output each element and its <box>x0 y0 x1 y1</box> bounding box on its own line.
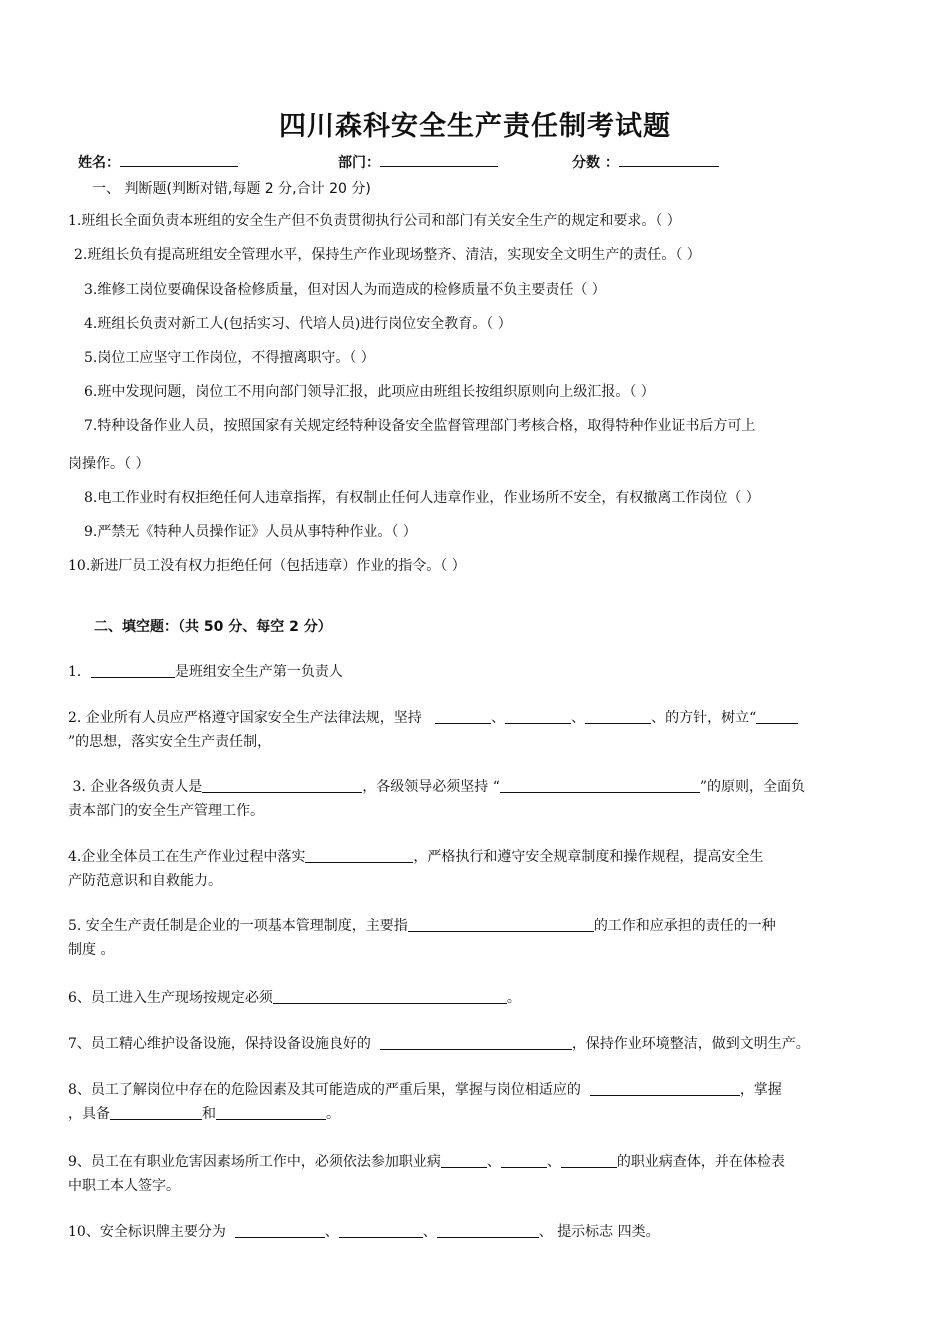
q7-text-a: 7、员工精心维护设备设施，保持设备设施良好的 <box>68 1036 371 1052</box>
q5-text-c: 制度 。 <box>68 942 115 958</box>
judgment-item-7-cont: 岗操作。（ ） <box>68 456 150 472</box>
department-blank[interactable] <box>380 152 498 167</box>
score-field[interactable] <box>572 152 719 172</box>
q4-text-a: 4.企业全体员工在生产作业过程中落实 <box>68 849 306 865</box>
q9-blank-1[interactable] <box>441 1152 487 1168</box>
judgment-item-4: 4.班组长负责对新工人(包括实习、代培人员)进行岗位安全教育。（ ） <box>84 316 512 332</box>
fill-question-3 <box>68 775 883 823</box>
judgment-item-2: 2.班组长负有提高班组安全管理水平，保持生产作业现场整齐、清洁，实现安全文明生产的责任。（ ） <box>74 247 701 263</box>
department-field[interactable] <box>338 152 498 172</box>
q8-text-e: 。 <box>326 1106 340 1122</box>
q9-blank-2[interactable] <box>501 1152 547 1168</box>
q2-sep-1: 、 <box>491 710 506 726</box>
q2-blank-1[interactable] <box>435 708 491 724</box>
q1-text: 是班组安全生产第一负责人 <box>174 664 343 680</box>
judgment-item-9: 9.严禁无《特种人员操作证》人员从事特种作业。（ ） <box>84 524 417 540</box>
q5-text-a: 5. 安全生产责任制是企业的一项基本管理制度，主要指 <box>68 918 408 934</box>
q9-blank-3[interactable] <box>561 1152 617 1168</box>
name-blank[interactable] <box>120 152 238 167</box>
q9-text-d: 的职业病查体，并在体检表 <box>616 1154 785 1170</box>
q9-sep-2: 、 <box>546 1154 561 1170</box>
q6-text-b: 。 <box>506 990 521 1006</box>
judgment-item-6: 6.班中发现问题，岗位工不用向部门领导汇报，此项应由班组长按组织原则向上级汇报。（ ） <box>84 384 655 400</box>
q2-text-d: 、的方针，树立“ <box>651 710 757 726</box>
q3-text-a: 3. 企业各级负责人是 <box>72 779 203 795</box>
q3-blank-1[interactable] <box>202 777 362 793</box>
q8-blank-3[interactable] <box>216 1104 326 1120</box>
q2-blank-2[interactable] <box>505 708 571 724</box>
q8-text-c: ，具备 <box>68 1106 110 1122</box>
name-label: 姓名： <box>78 155 120 171</box>
q2-text-e: ”的思想，落实安全生产责任制， <box>68 734 272 750</box>
q8-text-d: 和 <box>202 1106 216 1122</box>
q9-text-a: 9、员工在有职业危害因素场所工作中，必须依法参加职业病 <box>68 1154 441 1170</box>
q10-sep-1: 、 <box>324 1224 339 1240</box>
score-label: 分数 ： <box>572 155 619 171</box>
q10-text-d: 、 提示标志 四类。 <box>538 1224 660 1240</box>
judgment-item-3: 3.维修工岗位要确保设备检修质量，但对因人为而造成的检修质量不负主要责任（ ） <box>84 282 606 298</box>
department-label: 部门： <box>338 155 380 171</box>
section1-heading: 一、 判断题(判断对错,每题 2 分,合计 20 分) <box>92 181 371 197</box>
fill-question-4 <box>68 845 883 893</box>
name-field[interactable] <box>78 152 238 172</box>
q4-text-c: 产防范意识和自救能力。 <box>68 873 222 889</box>
fill-question-8 <box>68 1078 883 1126</box>
q10-blank-3[interactable] <box>437 1222 539 1238</box>
page-title: 四川森科安全生产责任制考试题 <box>279 111 671 142</box>
q2-blank-3[interactable] <box>585 708 651 724</box>
q1-blank[interactable] <box>91 662 175 678</box>
q7-blank-1[interactable] <box>380 1034 572 1050</box>
fill-question-6 <box>68 988 521 1007</box>
q8-blank-2[interactable] <box>110 1104 202 1120</box>
q4-text-b: ，严格执行和遵守安全规章制度和操作规程，提高安全生 <box>413 849 764 865</box>
q10-blank-1[interactable] <box>235 1222 325 1238</box>
fill-question-2 <box>68 706 883 754</box>
q10-text-a: 10、安全标识牌主要分为 <box>68 1224 226 1240</box>
judgment-item-10: 10.新进厂员工没有权力拒绝任何（包括违章）作业的指令。（ ） <box>68 558 466 574</box>
q2-text-a: 2. 企业所有人员应严格遵守国家安全生产法律法规，坚持 <box>68 710 422 726</box>
q8-text-b: ，掌握 <box>739 1082 782 1098</box>
fill-question-1 <box>68 662 343 681</box>
q2-blank-4[interactable] <box>756 708 798 724</box>
q9-text-e: 中职工本人签字。 <box>68 1178 180 1194</box>
section2-heading: 二、填空题：（共 50 分、每空 2 分） <box>94 619 332 635</box>
q4-blank-1[interactable] <box>305 847 413 863</box>
judgment-item-8: 8.电工作业时有权拒绝任何人违章指挥，有权制止任何人违章作业，作业场所不安全，有权撤离工作岗位（ ） <box>84 490 760 506</box>
q3-text-d: 责本部门的安全生产管理工作。 <box>68 803 264 819</box>
q10-sep-2: 、 <box>422 1224 437 1240</box>
q5-text-b: 的工作和应承担的责任的一种 <box>593 918 776 934</box>
q10-blank-2[interactable] <box>339 1222 423 1238</box>
fill-question-7 <box>68 1034 810 1053</box>
q7-text-b: ，保持作业环境整洁，做到文明生产。 <box>571 1036 810 1052</box>
judgment-item-5: 5.岗位工应坚守工作岗位，不得擅离职守。（ ） <box>84 350 375 366</box>
score-blank[interactable] <box>619 152 719 167</box>
fill-question-5 <box>68 914 883 962</box>
q9-sep-1: 、 <box>486 1154 501 1170</box>
judgment-item-7: 7.特种设备作业人员，按照国家有关规定经特种设备安全监督管理部门考核合格，取得特种作业证书后方可上 <box>84 418 756 434</box>
q3-text-b: ，各级领导必须坚持 “ <box>362 779 500 795</box>
q5-blank-1[interactable] <box>408 916 594 932</box>
q2-sep-2: 、 <box>571 710 586 726</box>
q8-text-a: 8、员工了解岗位中存在的危险因素及其可能造成的严重后果，掌握与岗位相适应的 <box>68 1082 581 1098</box>
fill-question-10 <box>68 1222 660 1241</box>
q8-blank-1[interactable] <box>590 1080 740 1096</box>
judgment-item-1: 1.班组长全面负责本班组的安全生产但不负责贯彻执行公司和部门有关安全生产的规定和要求。（ ） <box>68 213 681 229</box>
q1-number: 1． <box>68 664 91 680</box>
q3-blank-2[interactable] <box>500 777 700 793</box>
fill-question-9 <box>68 1150 883 1198</box>
q6-text-a: 6、员工进入生产现场按规定必须 <box>68 990 273 1006</box>
q6-blank-1[interactable] <box>273 988 507 1004</box>
q3-text-c: ”的原则，全面负 <box>699 779 806 795</box>
